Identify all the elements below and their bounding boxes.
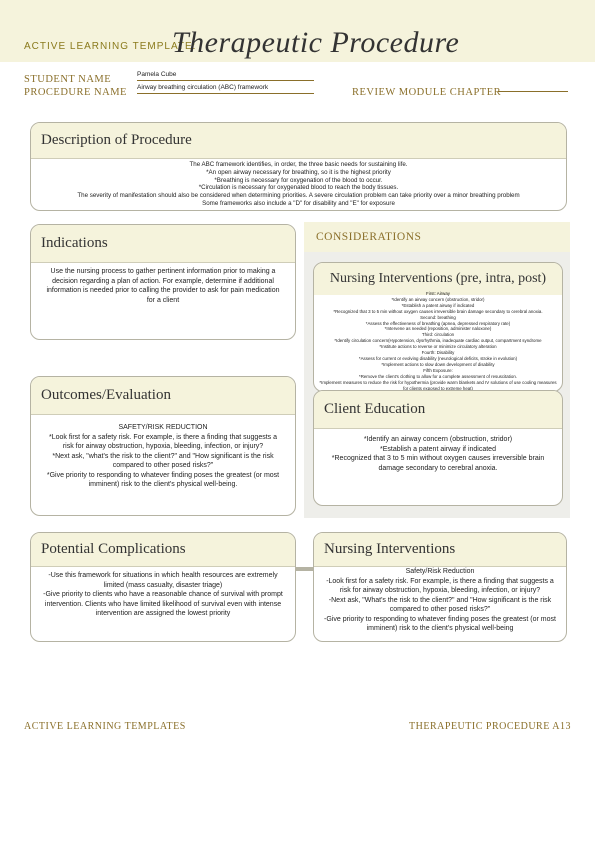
client-education-line: *Identify an airway concern (obstruction, stridor) bbox=[363, 436, 513, 443]
pip-line: *Identify an airway concern (obstruction, stridor) bbox=[391, 296, 485, 302]
outcomes-heading: SAFETY/RISK REDUCTION bbox=[118, 424, 208, 431]
outcomes-line: *Look first for a safety risk. For example, is there a finding that suggests a risk for airway obstruction, hypoxia, bleeding, infection, or injury? bbox=[49, 433, 277, 450]
nursing-interventions-box bbox=[313, 532, 567, 642]
nursing-interventions-heading: Safety/Risk Reduction bbox=[405, 568, 475, 575]
client-education-title: Client Education bbox=[314, 391, 562, 429]
pip-line: *Intervene as needed (reposition, administer naloxone) bbox=[384, 326, 492, 332]
pip-line: Fourth: Disability bbox=[421, 350, 455, 356]
pip-line: *Establish a patent airway if indicated bbox=[401, 302, 475, 308]
template-prefix: ACTIVE LEARNING TEMPLATE: bbox=[24, 41, 197, 52]
nursing-interventions-body bbox=[314, 567, 566, 634]
complications-body bbox=[31, 567, 295, 619]
client-education-box bbox=[313, 390, 563, 506]
indications-title: Indications bbox=[31, 225, 295, 263]
client-education-line: *Recognized that 3 to 5 min without oxygen causes irreversible brain damage secondary to cerebral anoxia. bbox=[331, 455, 545, 472]
pip-line: Fifth Exposure: bbox=[423, 367, 453, 373]
complications-title: Potential Complications bbox=[31, 533, 295, 567]
indications-body: Use the nursing process to gather pertinent information prior to making a decision regarding a plan of action. For example, determine if additional information is needed prior to calling the provider to ask for pain medication for a client bbox=[46, 268, 280, 304]
complications-box bbox=[30, 532, 296, 642]
outcomes-body bbox=[31, 415, 295, 490]
description-title: Description of Procedure bbox=[31, 123, 566, 159]
outcomes-box bbox=[30, 376, 296, 516]
considerations-panel bbox=[304, 222, 570, 518]
description-line: Some frameworks also include a "D" for disability and "E" for exposure bbox=[202, 199, 395, 207]
pip-line: First: Airway bbox=[426, 291, 450, 296]
nursing-interventions-line: -Next ask, "What's the risk to the client?" and "How significant is the risk compared to other posed risks?" bbox=[328, 596, 552, 613]
nursing-interventions-pip-box bbox=[313, 262, 563, 392]
page-title: Therapeutic Procedure bbox=[172, 26, 460, 59]
nursing-interventions-line: -Look first for a safety risk. For example, is there a finding that suggests a risk for airway obstruction, hypoxia, bleeding, infection, or injury? bbox=[326, 577, 554, 594]
nursing-interventions-title: Nursing Interventions bbox=[314, 533, 566, 567]
complications-line: -Give priority to clients who have a reasonable chance of survival with prompt intervention. Clients who have limited likelihood of survival even with intense intervention are assigned the lowest priority bbox=[43, 591, 283, 617]
description-body bbox=[31, 159, 566, 208]
outcomes-line: *Give priority to responding to whatever finding poses the greatest (or most imminent) risk to the client's physical well-being. bbox=[46, 471, 280, 488]
pip-line: *Recognized that 3 to 5 min without oxygen causes irreversible brain damage secondary to cerebral anoxia. bbox=[333, 308, 543, 314]
outcomes-line: *Next ask, "what's the risk to the client?" and "How significant is the risk compared to other posed risks?" bbox=[52, 452, 274, 469]
footer-right: THERAPEUTIC PROCEDURE A13 bbox=[409, 721, 571, 732]
student-name-value[interactable]: Pamela Cube bbox=[137, 70, 314, 81]
student-name-label: STUDENT NAME bbox=[24, 74, 112, 85]
client-education-body bbox=[314, 429, 562, 473]
procedure-name-value[interactable]: Airway breathing circulation (ABC) framework bbox=[137, 83, 314, 94]
client-education-line: *Establish a patent airway if indicated bbox=[380, 445, 496, 453]
description-line: *Circulation is necessary for oxygenated blood to reach the body tissues. bbox=[198, 184, 399, 192]
considerations-label: CONSIDERATIONS bbox=[304, 222, 570, 252]
nursing-interventions-pip-body bbox=[314, 291, 562, 391]
box-connector bbox=[295, 567, 313, 571]
description-line: The ABC framework identifies, in order, the three basic needs for sustaining life. bbox=[189, 161, 408, 168]
footer-left: ACTIVE LEARNING TEMPLATES bbox=[24, 721, 186, 732]
pip-line: Second: breathing bbox=[420, 314, 456, 320]
description-box bbox=[30, 122, 567, 211]
pip-line: *Assess for current or evolving disability (neurological deficits, stroke in evolution) bbox=[358, 355, 518, 361]
indications-box bbox=[30, 224, 296, 340]
pip-line: *Remove the client's clothing to allow for a complete assessment of resuscitation. bbox=[358, 373, 517, 379]
description-line: The severity of manifestation should also be considered when determining priorities. A severe circulation problem can take priority over a minor breathing problem bbox=[77, 192, 520, 200]
description-line: *An open airway necessary for breathing, so it is the highest priority bbox=[206, 168, 391, 176]
nursing-interventions-line: -Give priority to responding to whatever finding poses the greatest (or most imminent) risk to the client's physical well-being bbox=[324, 615, 556, 632]
complications-line: -Use this framework for situations in which health resources are extremely limited (mass casualty, disaster triage) bbox=[48, 572, 278, 589]
description-line: *Breathing is necessary for oxygenation of the blood to occur. bbox=[214, 176, 383, 184]
outcomes-title: Outcomes/Evaluation bbox=[31, 377, 295, 415]
pip-line: *Assess the effectiveness of breathing (apnea, depressed respiratory rate) bbox=[365, 320, 511, 326]
pip-line: *Implement actions to slow down development of disability bbox=[381, 361, 495, 367]
nursing-interventions-pip-title: Nursing Interventions (pre, intra, post) bbox=[314, 263, 562, 295]
review-module-field[interactable] bbox=[498, 91, 568, 92]
pip-line: *Implement measures to reduce the risk for hypothermia (provide warm blankets and IV solutions of use cooling measures for clients exposed to extreme heat) bbox=[319, 379, 557, 391]
pip-line: Third: circulation bbox=[421, 332, 455, 338]
pip-line: *Institute actions to reverse or minimize circulatory alteration bbox=[379, 344, 497, 350]
pip-line: *Identify circulation concern(Hypotension, dysrhythmia, inadequate cardiac output, compartment syndrome bbox=[334, 338, 542, 344]
review-module-label: REVIEW MODULE CHAPTER bbox=[352, 87, 502, 98]
procedure-name-label: PROCEDURE NAME bbox=[24, 87, 127, 98]
